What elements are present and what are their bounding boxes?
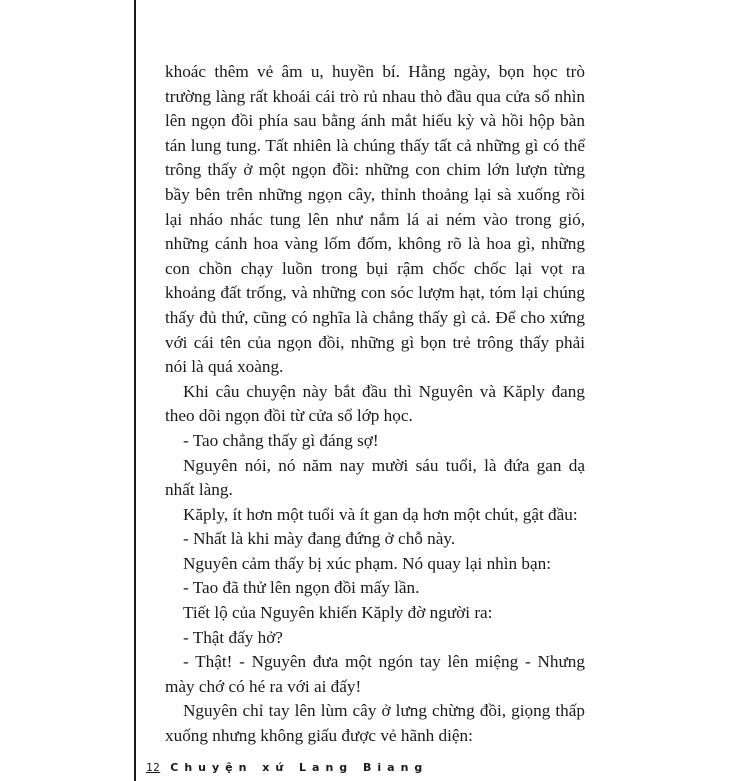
paragraph: khoác thêm vẻ âm u, huyền bí. Hằng ngày, bọn học trò trường làng rất khoái cái trò rủ nhau thò đầu qua cửa sổ nhìn lên ngọn đồi phía sau bằng ánh mắt hiếu kỳ và hồi hộp bàn tán lung tung. Tất nhiên là chúng thấy tất cả những gì có thể trông thấy ở một ngọn đồi: những con chim lớn lượn từng bầy bên trên những ngọn cây, thỉnh thoảng lại sà xuống rồi lại nháo nhác tung lên như nắm lá ai ném vào trong gió, những cánh hoa vàng lốm đốm, không rõ là hoa gì, những con chồn chạy luồn trong bụi rậm chốc chốc lại vọt ra khoảng đất trống, và những con sóc lượm hạt, tóm lại chúng thấy đủ thứ, cũng có nghĩa là chẳng thấy gì cả. Để cho xứng với cái tên của ngọn đồi, những gì bọn trẻ trông thấy phải nói là quá xoàng. [165, 62, 585, 377]
body-text [165, 60, 585, 749]
paragraph: Nguyên nói, nó năm nay mười sáu tuổi, là đứa gan dạ nhất làng. [165, 455, 585, 500]
page-edge-rule [134, 0, 136, 781]
paragraph: Tiết lộ của Nguyên khiến Kăply đờ người ra: [183, 603, 493, 623]
paragraph: Nguyên cảm thấy bị xúc phạm. Nó quay lại nhìn bạn: [183, 553, 552, 573]
dialogue-line: - Tao đã thử lên ngọn đồi mấy lần. [183, 578, 420, 598]
dialogue-line: - Tao chẳng thấy gì đáng sợ! [183, 430, 379, 450]
dialogue-line: - Nhất là khi mày đang đứng ở chỗ này. [183, 529, 456, 549]
running-title: Chuyện xứ Lang Biang [170, 761, 429, 774]
page-footer [146, 761, 428, 775]
dialogue-line: - Thật! - Nguyên đưa một ngón tay lên miệng - Nhưng mày chớ có hé ra với ai đấy! [165, 652, 585, 696]
page-number: 12 [146, 761, 161, 774]
dialogue-line: - Thật đấy hở? [183, 627, 283, 647]
paragraph: Nguyên chỉ tay lên lùm cây ở lưng chừng đồi, giọng thấp xuống nhưng không giấu được vẻ hãnh diện: [165, 701, 585, 746]
paragraph: Kăply, ít hơn một tuổi và ít gan dạ hơn một chút, gật đầu: [183, 504, 578, 524]
paragraph: Khi câu chuyện này bắt đầu thì Nguyên và Kăply đang theo dõi ngọn đồi từ cửa sổ lớp học. [165, 381, 585, 426]
